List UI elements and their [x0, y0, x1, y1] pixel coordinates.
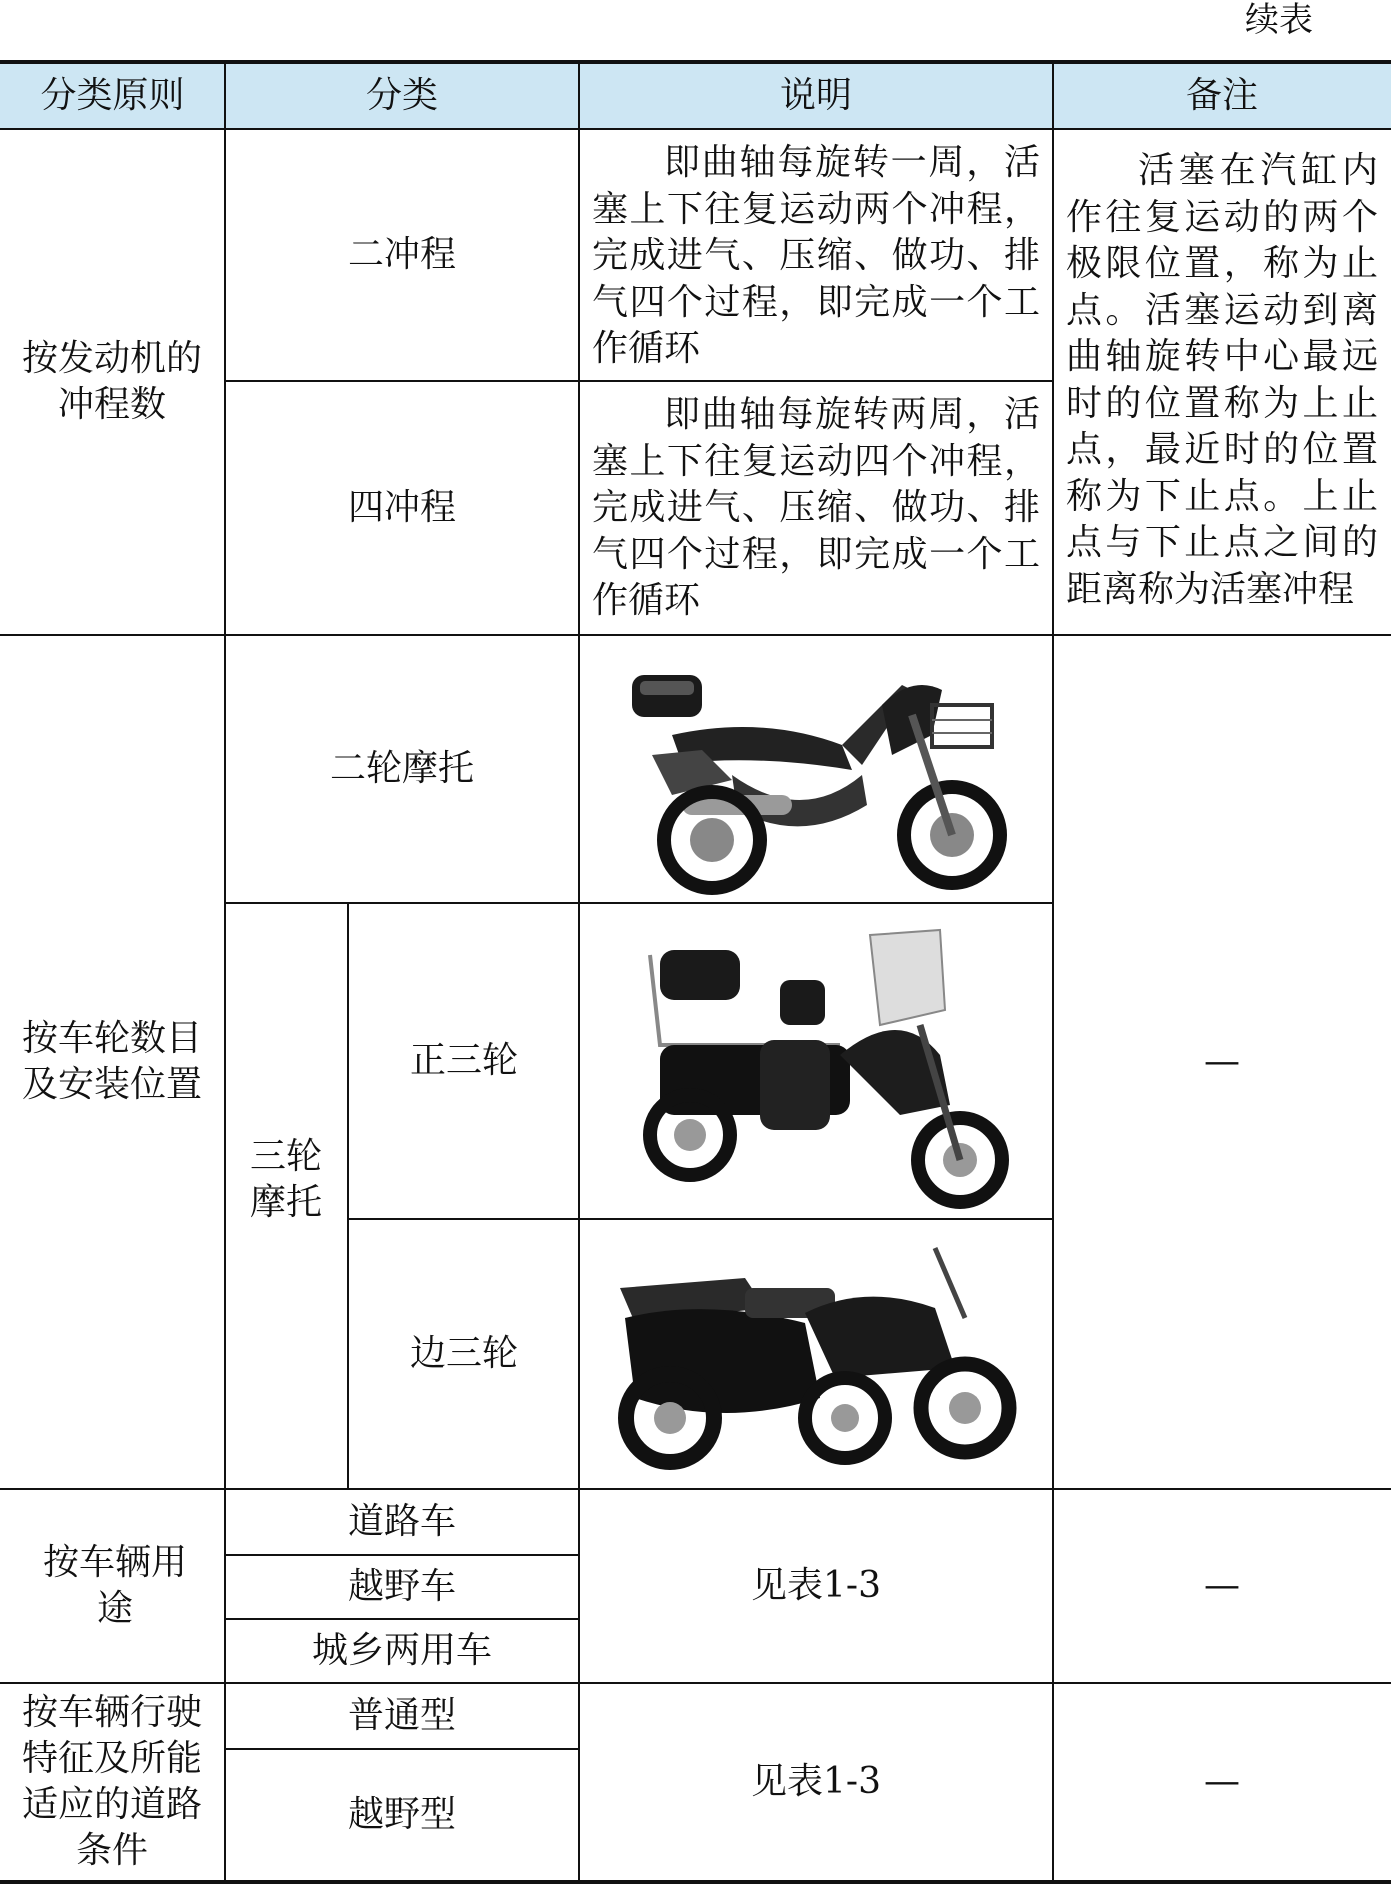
stroke-row-divider [225, 380, 1053, 382]
column-divider-1 [224, 64, 226, 1880]
remark-usage: — [1204, 1565, 1240, 1606]
three-wheel-subdivider [347, 902, 349, 1488]
category-four-stroke: 四冲程 [347, 487, 456, 528]
category-offroad-vehicle: 越野车 [347, 1566, 456, 1607]
description-four-stroke: 即曲轴每旋转两周，活塞上下往复运动四个冲程，完成进气、压缩、做功、排气四个过程，即完成一个工作循环 [592, 394, 1040, 621]
description-road-conditions: 见表1-3 [751, 1761, 881, 1802]
description-two-stroke: 即曲轴每旋转一周，活塞上下往复运动两个冲程，完成进气、压缩、做功、排气四个过程，即完成一个工作循环 [592, 142, 1040, 369]
category-regular-tricycle: 正三轮 [409, 1040, 518, 1081]
header-category: 分类 [365, 75, 438, 116]
sidecar-motorcycle-photo [605, 1228, 1025, 1480]
principle-road-conditions: 按车辆行驶特征及所能适应的道路条件 [21, 1692, 202, 1871]
category-sidecar: 边三轮 [409, 1333, 518, 1374]
principle-wheels: 按车轮数目及安装位置 [21, 1018, 202, 1105]
two-wheel-divider [225, 902, 1053, 904]
remark-wheels: — [1204, 1041, 1240, 1082]
header-remark: 备注 [1185, 75, 1258, 116]
principle-usage: 按车辆用途 [42, 1542, 187, 1629]
category-dual-purpose-vehicle: 城乡两用车 [311, 1630, 492, 1671]
tricycle-photo [640, 915, 1020, 1210]
column-divider-3 [1052, 64, 1054, 1880]
category-two-wheel: 二轮摩托 [329, 748, 474, 789]
description-usage: 见表1-3 [751, 1565, 881, 1606]
category-road-vehicle: 道路车 [347, 1501, 456, 1542]
category-standard-type: 普通型 [347, 1695, 456, 1736]
header-principle: 分类原则 [40, 75, 185, 116]
category-three-wheel: 三轮摩托 [249, 1136, 322, 1223]
road-divider [225, 1748, 579, 1750]
principle-stroke: 按发动机的冲程数 [21, 338, 202, 425]
category-offroad-type: 越野型 [347, 1794, 456, 1835]
usage-divider-2 [225, 1618, 579, 1620]
category-two-stroke: 二冲程 [347, 234, 456, 275]
continuation-label: 续表 [1245, 0, 1313, 40]
remark-stroke: 活塞在汽缸内作往复运动的两个极限位置，称为止点。活塞运动到离曲轴旋转中心最远时的位置称为上止点，最近时的位置称为下止点。上止点与下止点之间的距离称为活塞冲程 [1066, 150, 1378, 610]
tricycle-divider [347, 1218, 1053, 1220]
usage-divider-1 [225, 1554, 579, 1556]
two-wheel-motorcycle-photo [612, 645, 1022, 895]
remark-road-conditions: — [1204, 1761, 1240, 1802]
header-description: 说明 [779, 75, 852, 116]
bottom-rule [0, 1880, 1391, 1884]
column-divider-2 [578, 64, 580, 1880]
